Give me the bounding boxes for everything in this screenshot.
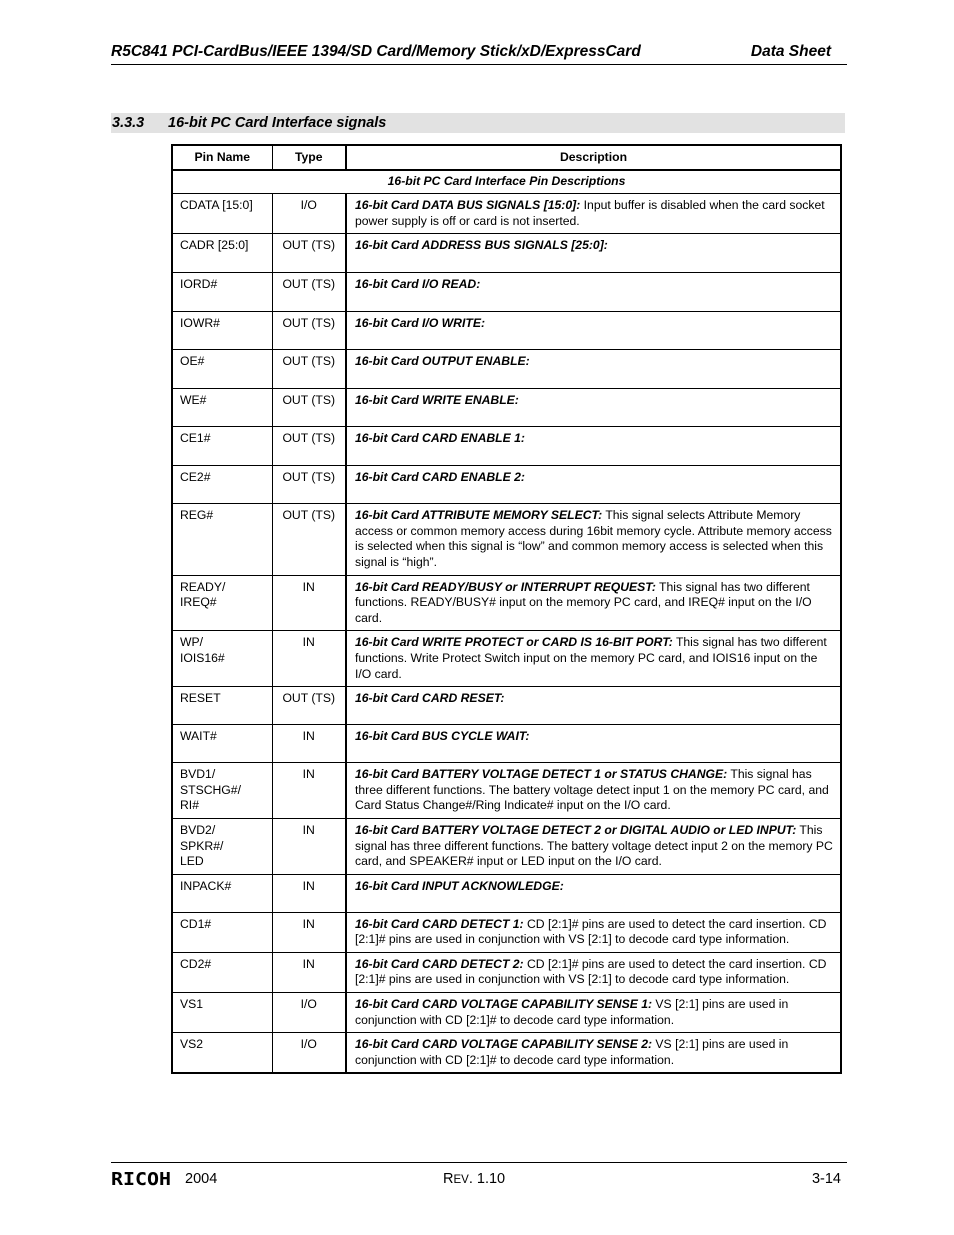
- description-lead: 16-bit Card OUTPUT ENABLE:: [355, 354, 530, 369]
- pin-description-cell: [346, 993, 841, 1033]
- pin-description-cell: [346, 389, 841, 427]
- pin-name-cell: CADR [25:0]: [172, 234, 272, 273]
- page-footer: [111, 1162, 847, 1187]
- description-lead: 16-bit Card ATTRIBUTE MEMORY SELECT:: [355, 508, 603, 523]
- pin-name-cell: VS2: [172, 1033, 272, 1074]
- table-row: [172, 763, 841, 819]
- column-header-description: Description: [346, 145, 841, 170]
- pin-type-cell: OUT (TS): [272, 273, 346, 312]
- svg-text:RICOH: RICOH: [111, 1169, 171, 1187]
- description-text: This signal has two different functions. Write Protect Switch input on the memory PC card, and IOIS16 input on the I/O card.: [355, 635, 827, 681]
- pin-name-cell: READY/ IREQ#: [172, 575, 272, 631]
- column-header-pin-name: Pin Name: [172, 145, 272, 170]
- pin-description-cell: [346, 725, 841, 763]
- table-row: [172, 466, 841, 504]
- description-text: VS [2:1] pins are used in conjunction with CD [2:1]# to decode card type information.: [355, 1037, 789, 1067]
- table-subheading-row: [172, 170, 841, 194]
- description-lead: 16-bit Card CARD VOLTAGE CAPABILITY SENSE 2:: [355, 1037, 653, 1052]
- description-text: CD [2:1]# pins are used to detect the card insertion. CD [2:1]# pins are used in conjunction with VS [2:1] to decode card type information.: [355, 956, 827, 987]
- pin-name-cell: REG#: [172, 504, 272, 575]
- table-row: [172, 389, 841, 427]
- pin-name-cell: OE#: [172, 350, 272, 389]
- pin-name-cell: CD1#: [172, 912, 272, 952]
- description-text: This signal selects Attribute Memory access or common memory access during 16bit memory cycle. Attribute memory access is selected when this signal is “low” and common memory access is selected when this signal is “high”.: [355, 508, 832, 569]
- pin-type-cell: OUT (TS): [272, 687, 346, 725]
- pin-description-cell: [346, 763, 841, 819]
- description-text: VS [2:1] pins are used in conjunction with CD [2:1]# to decode card type information.: [355, 997, 789, 1027]
- section-title: 16-bit PC Card Interface signals: [168, 115, 387, 131]
- pin-description-cell: [346, 912, 841, 952]
- description-lead: 16-bit Card CARD DETECT 2:: [355, 956, 524, 971]
- pin-type-cell: OUT (TS): [272, 389, 346, 427]
- table-row: [172, 427, 841, 466]
- description-lead: 16-bit Card I/O READ:: [355, 277, 481, 292]
- table-row: [172, 874, 841, 912]
- pin-type-cell: IN: [272, 631, 346, 687]
- footer-page-number: 3-14: [811, 1171, 841, 1187]
- table-row: [172, 273, 841, 312]
- pin-name-cell: IOWR#: [172, 312, 272, 350]
- pin-description-cell: [346, 312, 841, 350]
- table-row: [172, 993, 841, 1033]
- footer-year: 2004: [185, 1171, 218, 1187]
- description-text: CD [2:1]# pins are used to detect the card insertion. CD [2:1]# pins are used in conjunction with VS [2:1] to decode card type information.: [355, 916, 827, 947]
- pin-name-cell: VS1: [172, 993, 272, 1033]
- pin-type-cell: I/O: [272, 194, 346, 234]
- pin-name-cell: CE1#: [172, 427, 272, 466]
- pin-name-cell: WP/ IOIS16#: [172, 631, 272, 687]
- pin-type-cell: OUT (TS): [272, 350, 346, 389]
- pin-name-cell: BVD2/ SPKR#/ LED: [172, 818, 272, 874]
- page-header: [111, 43, 847, 65]
- pin-name-cell: WAIT#: [172, 725, 272, 763]
- description-lead: 16-bit Card CARD VOLTAGE CAPABILITY SENSE 1:: [355, 997, 653, 1012]
- table-row: [172, 575, 841, 631]
- pin-description-cell: [346, 631, 841, 687]
- table-row: [172, 504, 841, 575]
- pin-type-cell: IN: [272, 818, 346, 874]
- pin-description-cell: [346, 504, 841, 575]
- pin-name-cell: RESET: [172, 687, 272, 725]
- footer-revision: REV. 1.10: [443, 1171, 506, 1187]
- pin-type-cell: IN: [272, 575, 346, 631]
- document-type: Data Sheet: [750, 43, 831, 60]
- table-row: [172, 631, 841, 687]
- description-lead: 16-bit Card DATA BUS SIGNALS [15:0]:: [355, 198, 581, 212]
- pin-description-cell: [346, 687, 841, 725]
- description-lead: 16-bit Card WRITE PROTECT or CARD IS 16-BIT PORT:: [355, 635, 673, 650]
- pin-description-cell: [346, 234, 841, 273]
- description-lead: 16-bit Card BATTERY VOLTAGE DETECT 1 or STATUS CHANGE:: [355, 767, 728, 782]
- description-text: This signal has three different functions. The battery voltage detect input 2 on the memory PC card, and SPEAKER# input or LED input on the I/O card.: [355, 822, 833, 869]
- description-lead: 16-bit Card ADDRESS BUS SIGNALS [25:0]:: [355, 238, 608, 253]
- pin-name-cell: WE#: [172, 389, 272, 427]
- pin-name-cell: CE2#: [172, 466, 272, 504]
- pin-type-cell: IN: [272, 725, 346, 763]
- pin-type-cell: IN: [272, 912, 346, 952]
- pin-type-cell: OUT (TS): [272, 466, 346, 504]
- pin-table: [171, 144, 842, 1074]
- pin-description-cell: [346, 1033, 841, 1074]
- pin-description-cell: [346, 466, 841, 504]
- pin-type-cell: OUT (TS): [272, 427, 346, 466]
- pin-description-cell: [346, 818, 841, 874]
- table-row: [172, 952, 841, 992]
- table-row: [172, 312, 841, 350]
- pin-type-cell: OUT (TS): [272, 504, 346, 575]
- description-text: Input buffer is disabled when the card socket power supply is off or card is not inserted.: [355, 198, 825, 228]
- pin-type-cell: IN: [272, 763, 346, 819]
- table-row: [172, 234, 841, 273]
- pin-name-cell: CDATA [15:0]: [172, 194, 272, 234]
- description-lead: 16-bit Card WRITE ENABLE:: [355, 393, 519, 408]
- pin-type-cell: I/O: [272, 993, 346, 1033]
- table-row: [172, 1033, 841, 1074]
- table-row: [172, 818, 841, 874]
- table-row: [172, 725, 841, 763]
- table-row: [172, 350, 841, 389]
- document-title: R5C841 PCI-CardBus/IEEE 1394/SD Card/Memory Stick/xD/ExpressCard: [111, 43, 641, 60]
- section-heading: [111, 113, 845, 133]
- table-subheading: 16-bit PC Card Interface Pin Descriptions: [172, 170, 841, 194]
- pin-name-cell: IORD#: [172, 273, 272, 312]
- pin-type-cell: OUT (TS): [272, 312, 346, 350]
- table-row: [172, 194, 841, 234]
- description-text: This signal has two different functions. READY/BUSY# input on the memory PC card, and IREQ# input on the I/O card.: [355, 579, 812, 625]
- pin-description-cell: [346, 427, 841, 466]
- pin-description-cell: [346, 575, 841, 631]
- description-lead: 16-bit Card CARD DETECT 1:: [355, 916, 524, 931]
- description-lead: 16-bit Card I/O WRITE:: [355, 316, 486, 331]
- pin-name-cell: INPACK#: [172, 874, 272, 912]
- description-lead: 16-bit Card READY/BUSY or INTERRUPT REQUEST:: [355, 579, 656, 594]
- pin-type-cell: IN: [272, 874, 346, 912]
- table-row: [172, 912, 841, 952]
- description-lead: 16-bit Card CARD RESET:: [355, 691, 505, 706]
- description-lead: 16-bit Card CARD ENABLE 2:: [355, 470, 525, 485]
- table-row: [172, 687, 841, 725]
- description-lead: 16-bit Card BUS CYCLE WAIT:: [355, 729, 530, 744]
- pin-name-cell: BVD1/ STSCHG#/ RI#: [172, 763, 272, 819]
- description-lead: 16-bit Card CARD ENABLE 1:: [355, 431, 525, 446]
- description-lead: 16-bit Card BATTERY VOLTAGE DETECT 2 or DIGITAL AUDIO or LED INPUT:: [355, 822, 797, 837]
- pin-description-cell: [346, 350, 841, 389]
- pin-description-cell: [346, 874, 841, 912]
- pin-type-cell: I/O: [272, 1033, 346, 1074]
- pin-description-cell: [346, 273, 841, 312]
- pin-name-cell: CD2#: [172, 952, 272, 992]
- pin-description-cell: [346, 952, 841, 992]
- ricoh-logo: [111, 1169, 172, 1187]
- pin-type-cell: OUT (TS): [272, 234, 346, 273]
- description-text: This signal has three different functions. The battery voltage detect input 1 on the memory PC card, and Card Status Change#/Ring Indicate# input on the I/O card.: [355, 767, 829, 813]
- pin-type-cell: IN: [272, 952, 346, 992]
- table-header-row: [172, 145, 841, 170]
- section-number: 3.3.3: [112, 115, 145, 131]
- column-header-type: Type: [272, 145, 346, 170]
- pin-description-cell: [346, 194, 841, 234]
- description-lead: 16-bit Card INPUT ACKNOWLEDGE:: [355, 878, 564, 893]
